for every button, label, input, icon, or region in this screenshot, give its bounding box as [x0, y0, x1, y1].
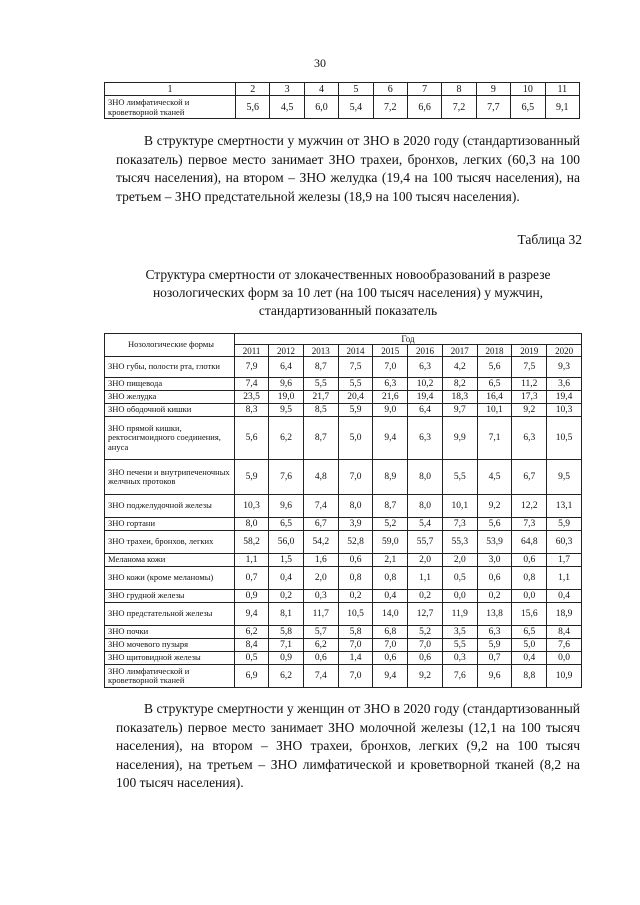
table-cell: 0,4 [512, 652, 547, 665]
column-number: 1 [105, 83, 236, 96]
row-label: ЗНО трахеи, бронхов, легких [105, 531, 235, 554]
table-cell: 6,3 [373, 378, 408, 391]
table-cell: 0,8 [373, 567, 408, 590]
table-cell: 6,8 [373, 626, 408, 639]
table-cell: 12,2 [512, 495, 547, 518]
table-cell: 2,0 [408, 554, 443, 567]
row-label: Меланома кожи [105, 554, 235, 567]
page-number: 30 [314, 56, 326, 70]
table-cell: 54,2 [303, 531, 338, 554]
table-cell: 0,5 [442, 567, 477, 590]
table-row [105, 639, 582, 652]
column-number: 2 [236, 83, 270, 96]
table-cell: 0,2 [477, 590, 512, 603]
table-cell: 7,1 [269, 639, 304, 652]
table-row [105, 96, 580, 119]
table-cell: 8,0 [235, 518, 269, 531]
table-cell: 7,0 [338, 639, 373, 652]
table-cell: 6,2 [269, 665, 304, 688]
row-label: ЗНО желудка [105, 391, 235, 404]
table-cell: 10,1 [442, 495, 477, 518]
table-cell: 7,0 [338, 460, 373, 495]
table-cell: 60,3 [547, 531, 582, 554]
table-cell: 1,1 [547, 567, 582, 590]
paragraph-women: В структуре смертности у женщин от ЗНО в 2020 году (стандартизованный показатель) первое место занимает ЗНО молочной железы (12,1 на 100 тысяч населения), на втором – ЗНО трахеи, бронхов, легких (9,2 на 100 тысяч населения), на третьем – ЗНО лимфатической и кроветворной тканей (8,2 на 100 тысяч населения). [116, 701, 580, 790]
table-cell: 55,3 [442, 531, 477, 554]
table-cell: 5,2 [373, 518, 408, 531]
table-row [105, 554, 582, 567]
table-cell: 10,9 [547, 665, 582, 688]
table-cell: 6,4 [408, 404, 443, 417]
table-cell: 12,7 [408, 603, 443, 626]
table-cell: 5,6 [235, 417, 269, 460]
table-cell: 8,2 [442, 378, 477, 391]
table-cell: 10,5 [547, 417, 582, 460]
table-cell: 17,3 [512, 391, 547, 404]
table-row [105, 590, 582, 603]
table-cell: 6,2 [235, 626, 269, 639]
table-cell: 3,5 [442, 626, 477, 639]
table-cell: 0,2 [269, 590, 304, 603]
table-cell: 9,4 [373, 417, 408, 460]
table-cell: 3,9 [338, 518, 373, 531]
table-cell: 5,6 [477, 518, 512, 531]
table-row [105, 495, 582, 518]
table-cell: 7,4 [303, 495, 338, 518]
row-label: ЗНО гортани [105, 518, 235, 531]
continuation-header-row [105, 83, 580, 96]
table-cell: 8,7 [303, 417, 338, 460]
table-cell: 6,5 [512, 626, 547, 639]
year-header-cell: 2016 [408, 345, 443, 357]
table-cell: 1,5 [269, 554, 304, 567]
mortality-table [104, 333, 582, 688]
year-header-cell: 2020 [547, 345, 582, 357]
continuation-table [104, 82, 580, 119]
table-cell: 7,4 [235, 378, 269, 391]
table-cell: 5,9 [235, 460, 269, 495]
table-row [105, 378, 582, 391]
table-cell: 9,4 [373, 665, 408, 688]
column-number: 11 [545, 83, 579, 96]
table-row [105, 626, 582, 639]
table-cell: 0,4 [269, 567, 304, 590]
table-cell: 56,0 [269, 531, 304, 554]
table-cell: 4,2 [442, 357, 477, 378]
table-cell: 5,8 [338, 626, 373, 639]
table-cell: 59,0 [373, 531, 408, 554]
table-cell: 0,4 [373, 590, 408, 603]
table-cell: 9,2 [512, 404, 547, 417]
table-cell: 8,4 [235, 639, 269, 652]
table-cell: 5,4 [408, 518, 443, 531]
table-row [105, 531, 582, 554]
table-cell: 1,1 [408, 567, 443, 590]
table-row [105, 391, 582, 404]
table-cell: 3,0 [477, 554, 512, 567]
table-cell: 5,9 [547, 518, 582, 531]
table-cell: 10,2 [408, 378, 443, 391]
table-cell: 0,0 [442, 590, 477, 603]
column-number: 8 [442, 83, 476, 96]
table-cell: 0,9 [269, 652, 304, 665]
table-cell: 6,5 [269, 518, 304, 531]
table-cell: 3,6 [547, 378, 582, 391]
table-cell: 8,3 [235, 404, 269, 417]
row-label: ЗНО лимфатической и кроветворной тканей [105, 96, 236, 119]
table-cell: 1,4 [338, 652, 373, 665]
table-cell: 0,6 [303, 652, 338, 665]
row-label: ЗНО губы, полости рта, глотки [105, 357, 235, 378]
table-cell: 5,7 [303, 626, 338, 639]
table-cell: 10,3 [547, 404, 582, 417]
year-header-cell: 2019 [512, 345, 547, 357]
table-cell: 8,7 [303, 357, 338, 378]
table-cell: 7,2 [442, 96, 476, 119]
table-cell: 6,3 [408, 357, 443, 378]
table-cell: 11,7 [303, 603, 338, 626]
table-cell: 0,4 [547, 590, 582, 603]
table-cell: 2,0 [442, 554, 477, 567]
table-cell: 5,0 [512, 639, 547, 652]
table-row [105, 404, 582, 417]
year-header-cell: 2011 [235, 345, 269, 357]
table-cell: 11,2 [512, 378, 547, 391]
table-cell: 1,6 [303, 554, 338, 567]
column-number: 6 [373, 83, 407, 96]
table-cell: 8,0 [408, 460, 443, 495]
table-cell: 0,9 [235, 590, 269, 603]
table-cell: 6,0 [304, 96, 338, 119]
table-cell: 7,5 [338, 357, 373, 378]
table-cell: 7,3 [442, 518, 477, 531]
table-cell: 9,7 [442, 404, 477, 417]
table-row [105, 417, 582, 460]
table-cell: 52,8 [338, 531, 373, 554]
table-cell: 7,6 [269, 460, 304, 495]
table-cell: 7,0 [373, 357, 408, 378]
table-cell: 6,4 [269, 357, 304, 378]
table-cell: 4,5 [477, 460, 512, 495]
table-cell: 5,5 [442, 460, 477, 495]
table-cell: 10,5 [338, 603, 373, 626]
column-number: 5 [339, 83, 373, 96]
row-label: ЗНО кожи (кроме меланомы) [105, 567, 235, 590]
table-cell: 6,7 [303, 518, 338, 531]
table-cell: 20,4 [338, 391, 373, 404]
row-label: ЗНО прямой кишки, ректосигмоидного соединения, ануса [105, 417, 235, 460]
table-cell: 0,6 [477, 567, 512, 590]
table-cell: 0,2 [338, 590, 373, 603]
table-cell: 0,8 [512, 567, 547, 590]
table-cell: 9,4 [235, 603, 269, 626]
table-cell: 7,0 [408, 639, 443, 652]
table-cell: 0,2 [408, 590, 443, 603]
table-cell: 13,8 [477, 603, 512, 626]
table-cell: 64,8 [512, 531, 547, 554]
table-cell: 9,5 [269, 404, 304, 417]
table-cell: 5,2 [408, 626, 443, 639]
table-cell: 1,1 [235, 554, 269, 567]
table-cell: 8,4 [547, 626, 582, 639]
table-cell: 9,5 [547, 460, 582, 495]
table-cell: 6,6 [407, 96, 441, 119]
table-cell: 2,1 [373, 554, 408, 567]
row-label: ЗНО щитовидной железы [105, 652, 235, 665]
table-cell: 7,1 [477, 417, 512, 460]
year-header-cell: 2017 [442, 345, 477, 357]
table-row [105, 603, 582, 626]
table-cell: 8,9 [373, 460, 408, 495]
table-cell: 7,5 [512, 357, 547, 378]
header-row-1 [105, 334, 582, 345]
table-cell: 0,3 [303, 590, 338, 603]
table-cell: 7,6 [442, 665, 477, 688]
paragraph-men: В структуре смертности у мужчин от ЗНО в 2020 году (стандартизованный показатель) первое место занимает ЗНО трахеи, бронхов, легких (60,3 на 100 тысяч населения), на втором – ЗНО желудка (19,4 на 100 тысяч населения), на третьем – ЗНО предстательной железы (18,9 на 100 тысяч населения). [116, 133, 580, 204]
row-label: ЗНО ободочной кишки [105, 404, 235, 417]
column-number: 4 [304, 83, 338, 96]
table-cell: 0,6 [373, 652, 408, 665]
table-cell: 8,0 [338, 495, 373, 518]
table-cell: 8,8 [512, 665, 547, 688]
table-cell: 5,5 [338, 378, 373, 391]
table-cell: 5,5 [303, 378, 338, 391]
column-header-year: Год [235, 334, 582, 345]
table-cell: 9,2 [408, 665, 443, 688]
table-cell: 0,0 [547, 652, 582, 665]
table-cell: 9,3 [547, 357, 582, 378]
table-cell: 9,0 [373, 404, 408, 417]
table-cell: 9,9 [442, 417, 477, 460]
row-label: ЗНО печени и внутрипеченочных желчных протоков [105, 460, 235, 495]
table-row [105, 518, 582, 531]
table-cell: 8,7 [373, 495, 408, 518]
table-row [105, 665, 582, 688]
table-cell: 7,9 [235, 357, 269, 378]
table-row [105, 460, 582, 495]
table-cell: 19,4 [408, 391, 443, 404]
row-label: ЗНО пищевода [105, 378, 235, 391]
table-cell: 5,0 [338, 417, 373, 460]
table-cell: 0,5 [235, 652, 269, 665]
table-cell: 6,7 [512, 460, 547, 495]
table-cell: 55,7 [408, 531, 443, 554]
year-header-cell: 2012 [269, 345, 304, 357]
table-cell: 5,9 [338, 404, 373, 417]
table-cell: 4,8 [303, 460, 338, 495]
table-cell: 8,1 [269, 603, 304, 626]
table-cell: 9,6 [269, 378, 304, 391]
table-cell: 11,9 [442, 603, 477, 626]
table-cell: 2,0 [303, 567, 338, 590]
table-cell: 9,6 [477, 665, 512, 688]
table-cell: 6,3 [477, 626, 512, 639]
column-header-nosology: Нозологические формы [105, 334, 235, 357]
table-row [105, 357, 582, 378]
table-cell: 6,3 [512, 417, 547, 460]
table-cell: 13,1 [547, 495, 582, 518]
table-row [105, 567, 582, 590]
table-cell: 0,3 [442, 652, 477, 665]
table-cell: 53,9 [477, 531, 512, 554]
table-cell: 18,9 [547, 603, 582, 626]
table-cell: 0,6 [512, 554, 547, 567]
table-cell: 5,4 [339, 96, 373, 119]
row-label: ЗНО лимфатической и кроветворной тканей [105, 665, 235, 688]
table-number: Таблица 32 [517, 232, 582, 247]
table-cell: 6,5 [477, 378, 512, 391]
row-label: ЗНО мочевого пузыря [105, 639, 235, 652]
year-header-cell: 2015 [373, 345, 408, 357]
table-cell: 6,9 [235, 665, 269, 688]
table-cell: 7,4 [303, 665, 338, 688]
table-cell: 0,6 [338, 554, 373, 567]
table-cell: 8,5 [303, 404, 338, 417]
year-header-cell: 2018 [477, 345, 512, 357]
column-number: 7 [407, 83, 441, 96]
table-caption: Структура смертности от злокачественных новообразований в разрезе нозологических форм за 10 лет (на 100 тысяч населения) у мужчин, стандартизованный показатель [145, 267, 551, 318]
table-cell: 0,7 [235, 567, 269, 590]
table-cell: 6,3 [408, 417, 443, 460]
table-cell: 0,0 [512, 590, 547, 603]
year-header-cell: 2014 [338, 345, 373, 357]
table-cell: 4,5 [270, 96, 304, 119]
table-cell: 1,7 [547, 554, 582, 567]
table-cell: 8,0 [408, 495, 443, 518]
table-cell: 21,7 [303, 391, 338, 404]
row-label: ЗНО поджелудочной железы [105, 495, 235, 518]
table-cell: 7,2 [373, 96, 407, 119]
table-cell: 19,0 [269, 391, 304, 404]
table-cell: 7,7 [476, 96, 510, 119]
row-label: ЗНО грудной железы [105, 590, 235, 603]
table-cell: 0,7 [477, 652, 512, 665]
table-cell: 7,3 [512, 518, 547, 531]
table-cell: 9,2 [477, 495, 512, 518]
table-cell: 18,3 [442, 391, 477, 404]
table-cell: 16,4 [477, 391, 512, 404]
table-cell: 6,2 [269, 417, 304, 460]
table-cell: 5,8 [269, 626, 304, 639]
row-label: ЗНО предстательной железы [105, 603, 235, 626]
column-number: 9 [476, 83, 510, 96]
year-header-cell: 2013 [303, 345, 338, 357]
table-cell: 5,6 [477, 357, 512, 378]
table-cell: 58,2 [235, 531, 269, 554]
table-cell: 14,0 [373, 603, 408, 626]
table-cell: 7,0 [373, 639, 408, 652]
column-number: 10 [511, 83, 545, 96]
table-cell: 5,6 [236, 96, 270, 119]
table-row [105, 652, 582, 665]
table-cell: 9,1 [545, 96, 579, 119]
table-cell: 7,0 [338, 665, 373, 688]
table-cell: 19,4 [547, 391, 582, 404]
table-cell: 6,5 [511, 96, 545, 119]
table-cell: 21,6 [373, 391, 408, 404]
table-cell: 23,5 [235, 391, 269, 404]
row-label: ЗНО почки [105, 626, 235, 639]
column-number: 3 [270, 83, 304, 96]
table-cell: 0,8 [338, 567, 373, 590]
table-cell: 5,5 [442, 639, 477, 652]
table-cell: 6,2 [303, 639, 338, 652]
table-cell: 10,3 [235, 495, 269, 518]
table-cell: 5,9 [477, 639, 512, 652]
table-cell: 9,6 [269, 495, 304, 518]
table-cell: 15,6 [512, 603, 547, 626]
table-cell: 7,6 [547, 639, 582, 652]
table-cell: 0,6 [408, 652, 443, 665]
table-cell: 10,1 [477, 404, 512, 417]
